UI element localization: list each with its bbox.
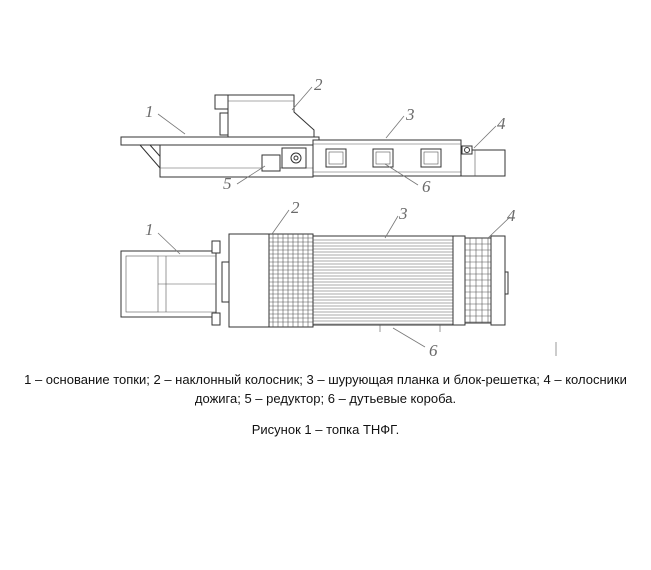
label-3-side: 3	[406, 105, 415, 124]
label-4-side: 4	[497, 114, 506, 133]
inlet-flange	[215, 95, 228, 109]
reducer	[262, 155, 280, 171]
label-3-plan: 3	[399, 204, 408, 223]
label-1-plan: 1	[145, 220, 154, 239]
side-view	[121, 95, 505, 177]
label-2-side: 2	[314, 75, 323, 94]
label-6-plan: 6	[429, 341, 438, 360]
label-1-side: 1	[145, 102, 154, 121]
label-6-side: 6	[422, 177, 431, 196]
base-platform	[121, 137, 319, 145]
figure-legend: 1 – основание топки; 2 – наклонный колосник; 3 – шурующая планка и блок-решетка; 4 – колосники дожига; 5 – редуктор; 6 – дутьевые короба.	[24, 372, 627, 406]
label-4-plan: 4	[507, 206, 516, 225]
inclined-grate	[228, 95, 314, 137]
label-5-side: 5	[223, 174, 232, 193]
plan-view	[121, 234, 508, 332]
plan-inclined-grate	[229, 234, 269, 327]
plan-pusher-bars	[313, 236, 453, 325]
label-2-plan: 2	[291, 198, 300, 217]
figure-title: Рисунок 1 – топка ТНФГ.	[251, 422, 400, 437]
plan-grate-cells	[269, 234, 313, 327]
